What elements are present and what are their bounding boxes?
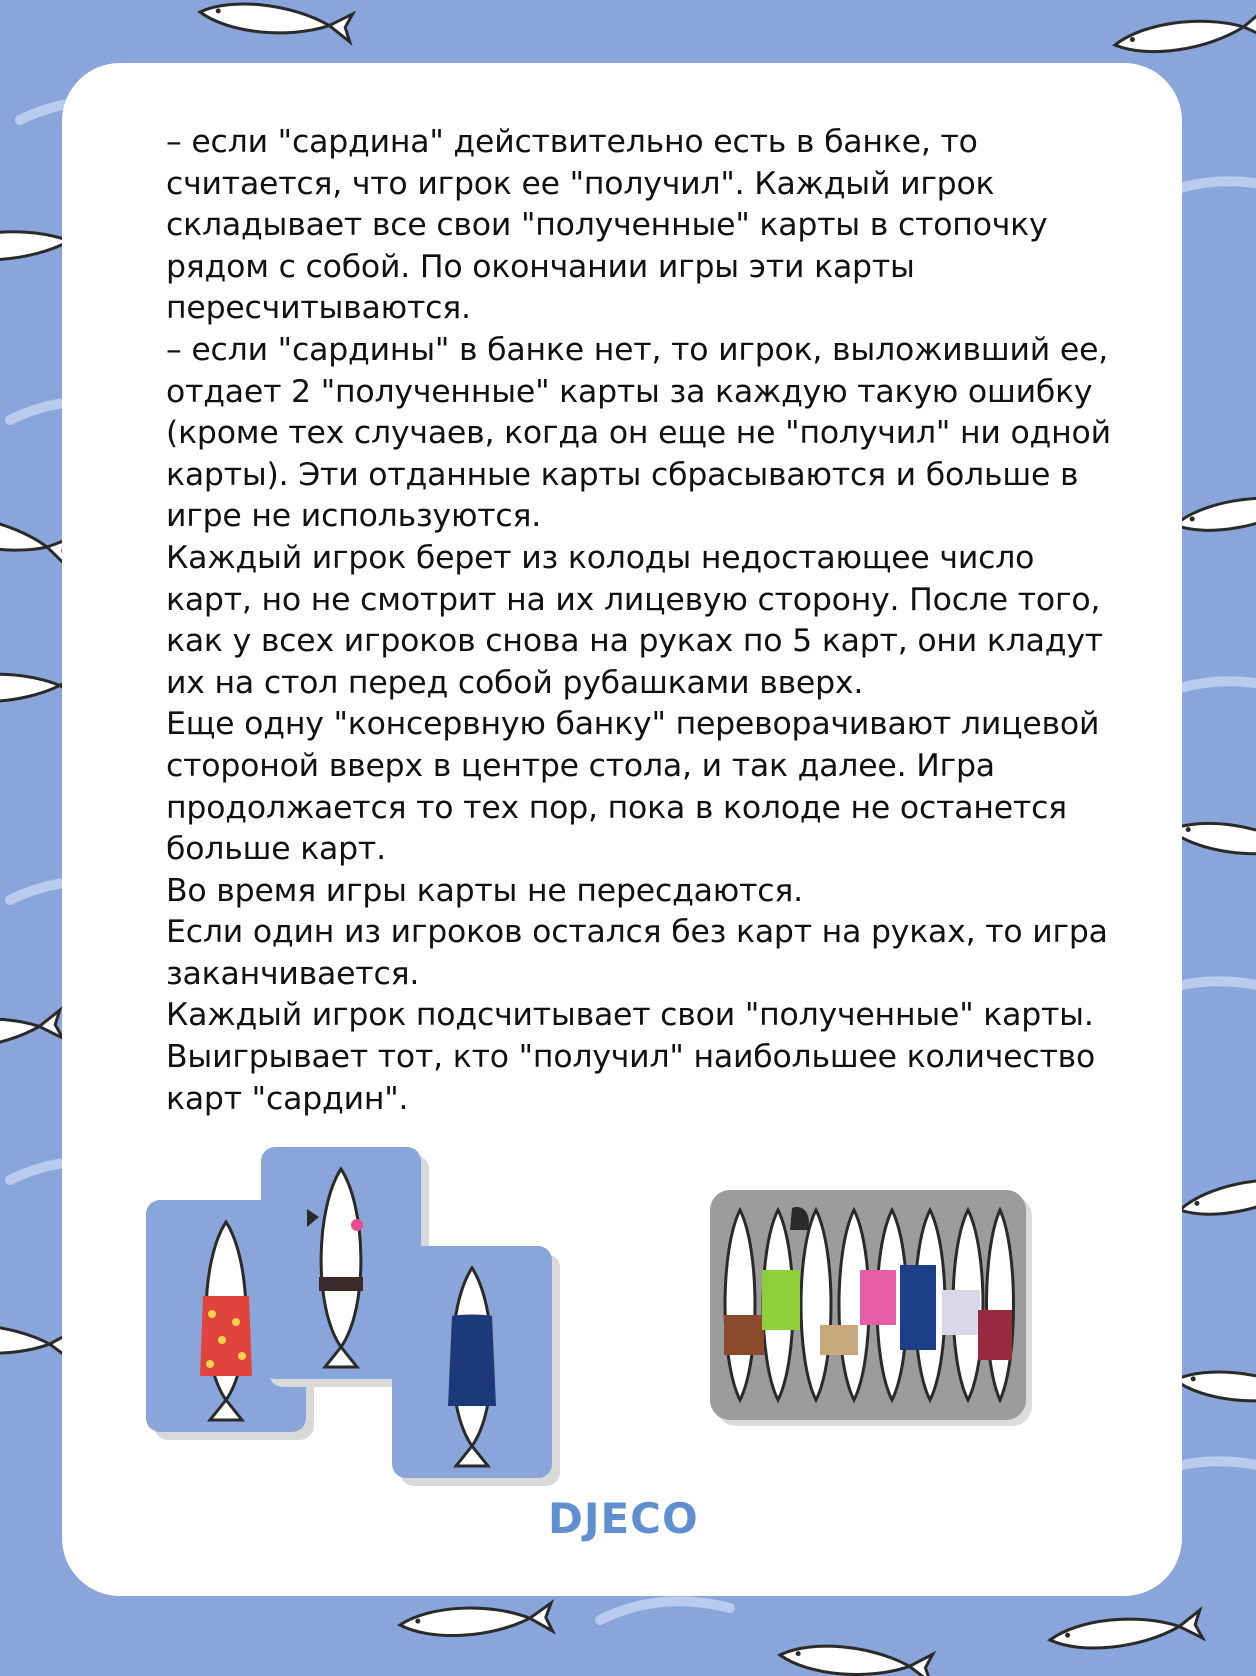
rules-line: Каждый игрок берет из колоды недостающее число — [166, 539, 1035, 576]
rules-line: Еще одну "консервную банку" переворачивают лицевой — [166, 706, 1100, 743]
rules-line: карт "сардин". — [166, 1080, 409, 1117]
rules-line: – если "сардины" в банке нет, то игрок, выложивший ее, — [166, 331, 1109, 368]
sardine-tin-card — [710, 1190, 1026, 1420]
rules-line: Если один из игроков остался без карт на руках, то игра — [166, 914, 1108, 951]
rules-line: Во время игры карты не пересдаются. — [166, 872, 803, 909]
rules-line: заканчивается. — [166, 955, 420, 992]
rules-line: отдает 2 "полученные" карты за каждую такую ошибку — [166, 373, 1093, 410]
rules-line: Выигрывает тот, кто "получил" наибольшее количество — [166, 1039, 1096, 1076]
rules-line: карты). Эти отданные карты сбрасываются и больше в — [166, 456, 1079, 493]
rules-line: считается, что игрок ее "получил". Каждый игрок — [166, 165, 995, 202]
rules-line: продолжается то тех пор, пока в колоде не останется — [166, 789, 1067, 826]
rules-line: Каждый игрок подсчитывает свои "полученные" карты. — [166, 997, 1094, 1034]
rules-text — [166, 122, 1166, 1120]
rules-line: их на стол перед собой рубашками вверх. — [166, 664, 864, 701]
card-sardine-navy-suit — [392, 1246, 552, 1478]
djeco-logo: DJECO — [548, 1494, 699, 1543]
rules-line: складывает все свои "полученные" карты в стопочку — [166, 207, 1048, 244]
rules-line: – если "сардина" действительно есть в банке, то — [166, 124, 978, 160]
rules-line: (кроме тех случаев, когда он еще не "получил" ни одной — [166, 415, 1111, 452]
rules-line: стороной вверх в центре стола, и так далее. Игра — [166, 747, 995, 784]
rules-line: рядом с собой. По окончании игры эти карты — [166, 248, 915, 285]
rules-line: карт, но не смотрит на их лицевую сторону. После того, — [166, 581, 1101, 618]
rules-line: пересчитываются. — [166, 290, 471, 327]
rules-line: больше карт. — [166, 831, 386, 868]
rules-line: игре не используются. — [166, 498, 542, 535]
rules-line: как у всех игроков снова на руках по 5 карт, они кладут — [166, 623, 1103, 660]
